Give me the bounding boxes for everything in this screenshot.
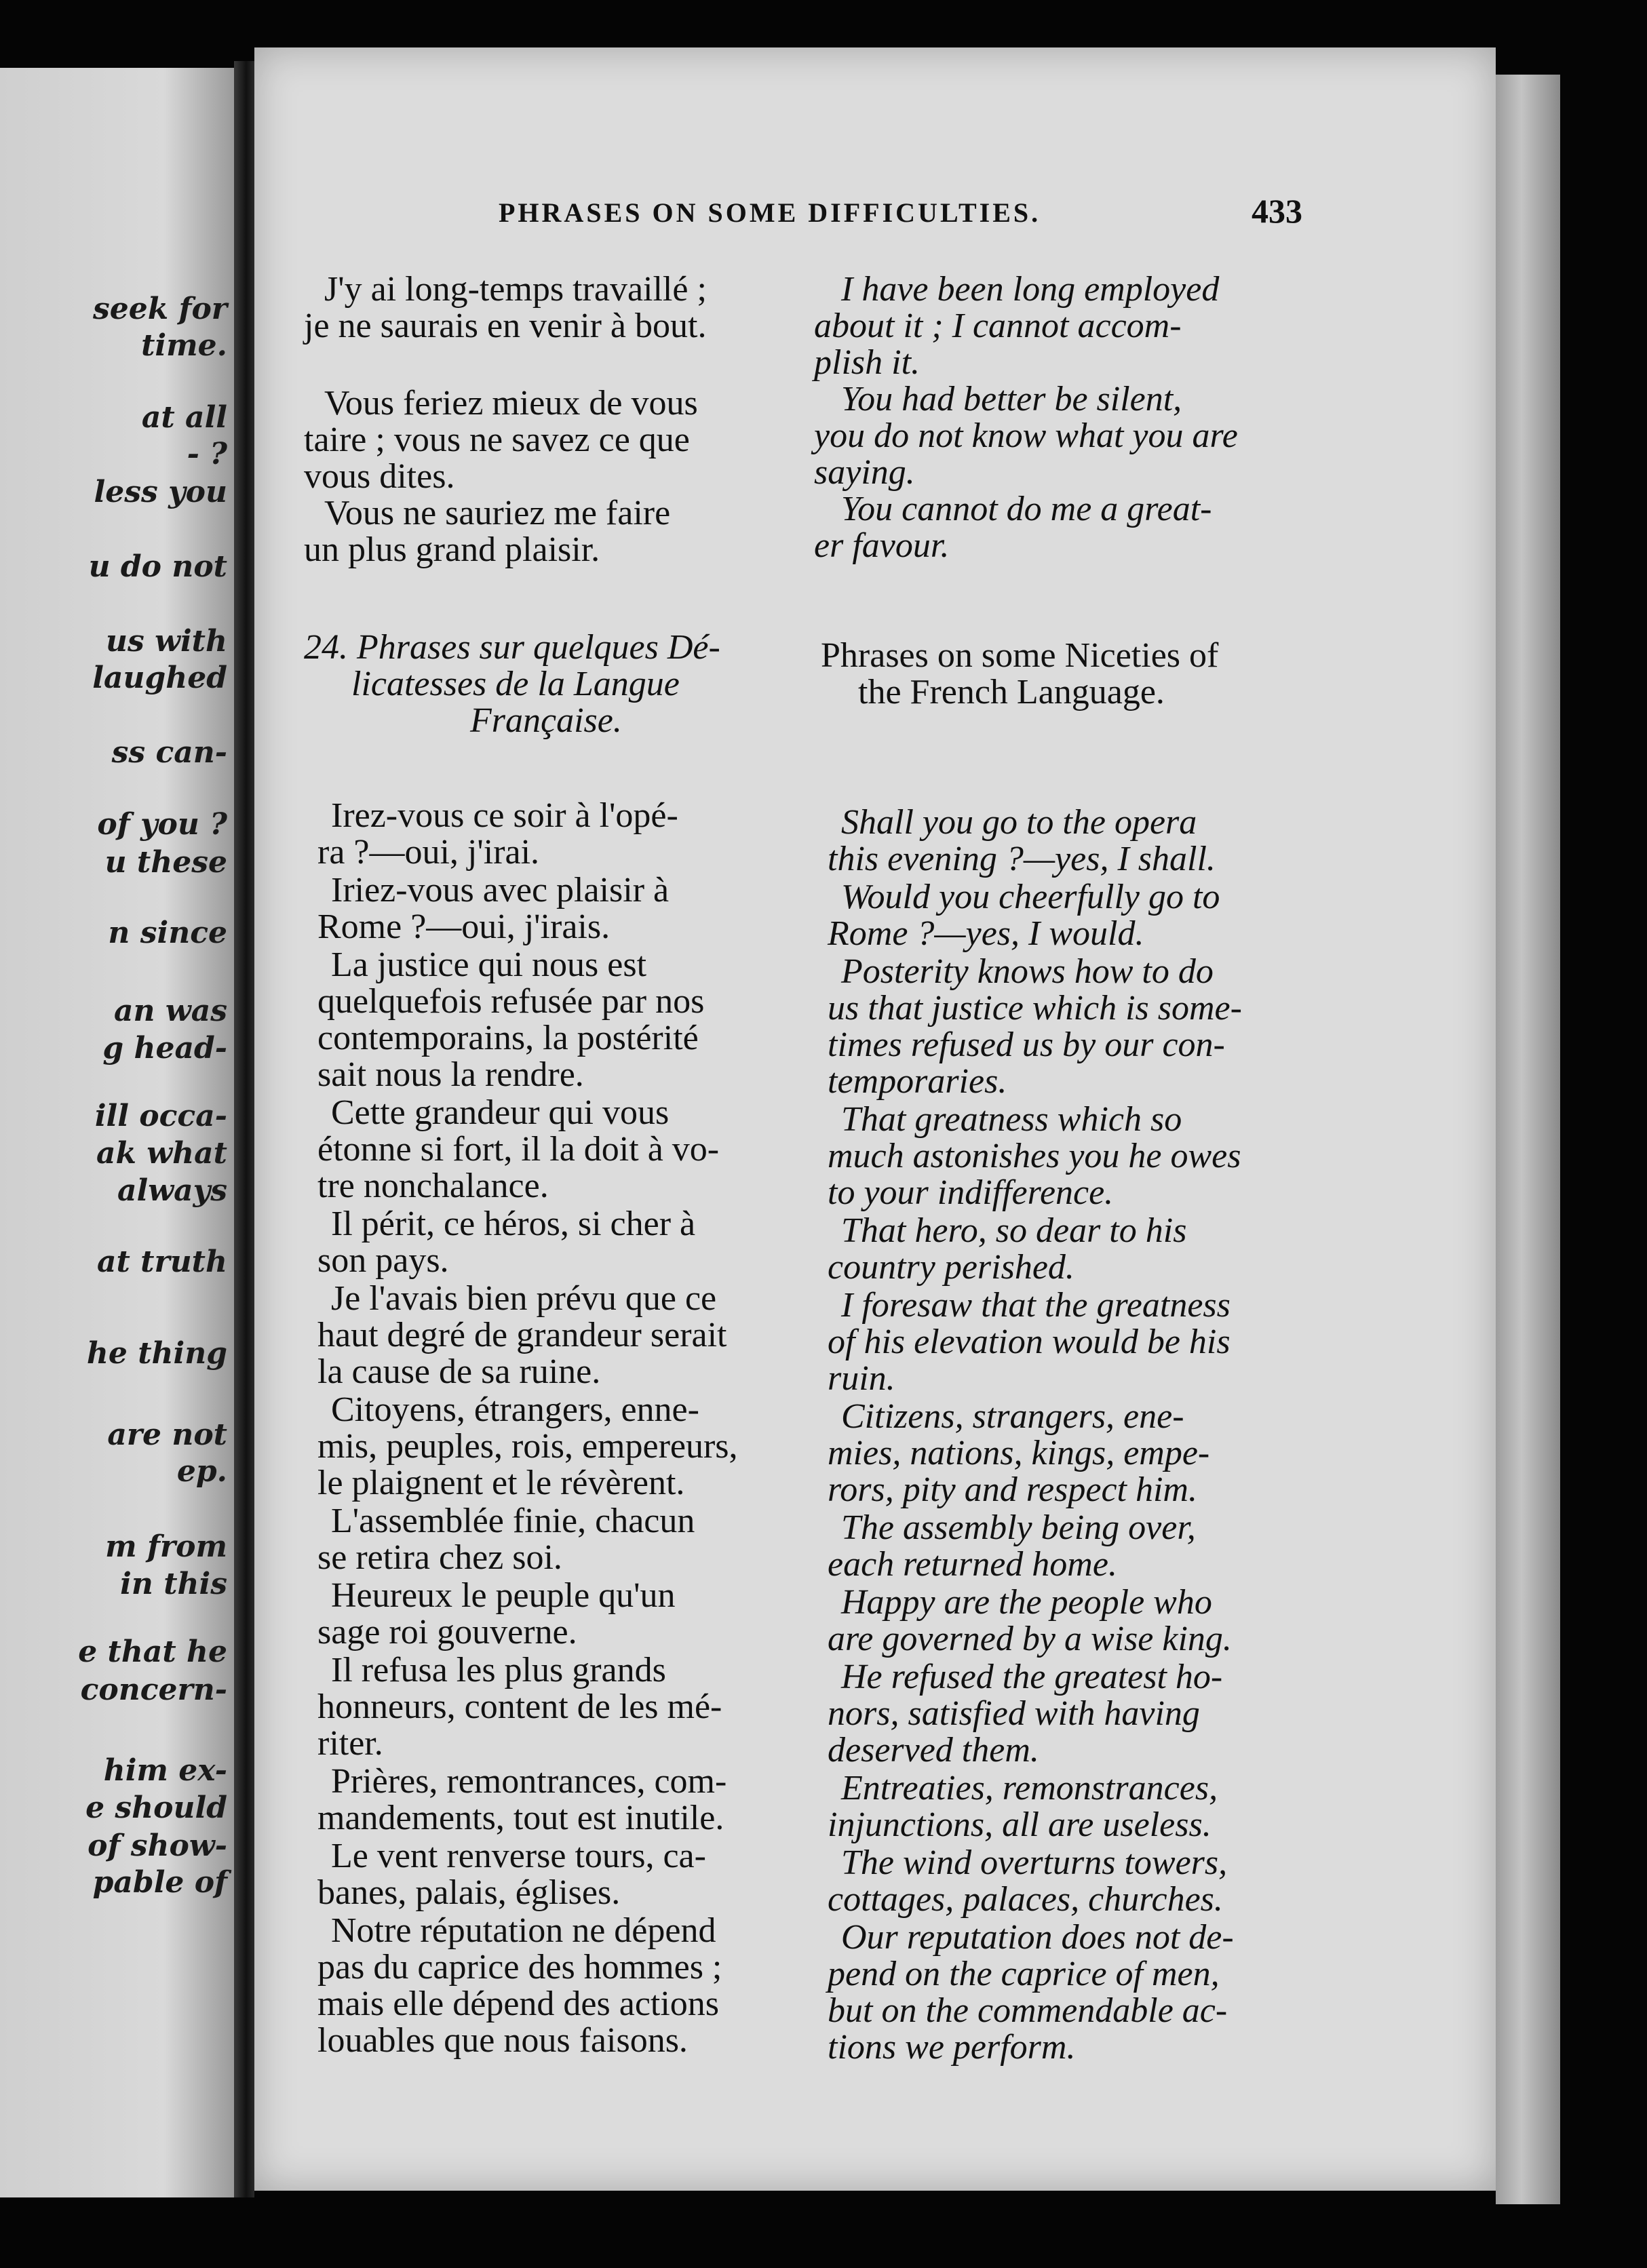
text-line: ruin. (828, 1359, 895, 1398)
text-line: of his elevation would be his (828, 1323, 1231, 1361)
text-line: rors, pity and respect him. (828, 1470, 1197, 1509)
text-line: You cannot do me a great- (841, 490, 1212, 528)
text-line: Irez-vous ce soir à l'opé- (331, 796, 678, 835)
text-line: Phrases on some Niceties of (821, 636, 1219, 675)
text-line: Would you cheerfully go to (841, 878, 1220, 916)
text-line: mais elle dépend des actions (317, 1984, 720, 2023)
text-line: Rome ?—oui, j'irais. (317, 907, 611, 946)
text-line: That hero, so dear to his (841, 1211, 1187, 1250)
text-line: Posterity knows how to do (841, 952, 1214, 991)
previous-page-text: ss can- (111, 735, 227, 770)
previous-page-text: laughed (92, 661, 227, 695)
text-line: pas du caprice des hommes ; (317, 1948, 722, 1987)
previous-page-text: u these (104, 845, 227, 880)
text-line: La justice qui nous est (331, 945, 647, 984)
text-line: times refused us by our con- (828, 1025, 1225, 1064)
previous-page-text: concern- (80, 1673, 227, 1707)
text-line: Il refusa les plus grands (331, 1651, 666, 1689)
text-line: Entreaties, remonstrances, (841, 1769, 1218, 1807)
text-line: each returned home. (828, 1545, 1117, 1584)
text-line: Cette grandeur qui vous (331, 1093, 670, 1132)
previous-page-text: he thing (86, 1336, 227, 1371)
text-line: Vous feriez mieux de vous (324, 384, 698, 423)
previous-page-text: g head- (102, 1031, 227, 1065)
text-line: Our reputation does not de- (841, 1918, 1234, 1957)
text-line: cottages, palaces, churches. (828, 1880, 1223, 1919)
text-line: er favour. (814, 526, 950, 565)
previous-page-text: less you (94, 475, 227, 509)
text-line: deserved them. (828, 1731, 1039, 1770)
text-line: J'y ai long-temps travaillé ; (324, 270, 707, 309)
previous-page-text: an was (114, 994, 227, 1028)
previous-page-text: at all (141, 400, 227, 435)
text-line: Le vent renverse tours, ca- (331, 1837, 706, 1875)
text-line: la cause de sa ruine. (317, 1352, 601, 1391)
text-line: Iriez-vous avec plaisir à (331, 871, 670, 910)
previous-page-text: m from (105, 1529, 227, 1564)
text-line: licatesses de la Langue (351, 665, 680, 703)
text-line: quelquefois refusée par nos (317, 982, 705, 1021)
text-line: I foresaw that the greatness (841, 1286, 1231, 1325)
previous-page-text: are not (107, 1418, 227, 1452)
text-line: plish it. (814, 343, 921, 382)
text-line: mis, peuples, rois, empereurs, (317, 1427, 738, 1466)
text-line: to your indifference. (828, 1173, 1114, 1212)
text-line: vous dites. (304, 457, 455, 496)
text-line: Happy are the people who (841, 1583, 1212, 1622)
text-line: He refused the greatest ho- (841, 1658, 1223, 1696)
previous-page-fragment (0, 68, 234, 2197)
text-line: Citizens, strangers, ene- (841, 1397, 1184, 1436)
previous-page-text: in this (120, 1567, 227, 1601)
previous-page-text: of show- (88, 1829, 227, 1863)
text-line: contemporains, la postérité (317, 1019, 699, 1057)
previous-page-text: us with (106, 624, 227, 659)
page-number: 433 (1252, 192, 1302, 230)
previous-page-text: ill occa- (94, 1099, 227, 1133)
text-line: this evening ?—yes, I shall. (828, 840, 1216, 878)
previous-page-text: e should (85, 1791, 227, 1825)
text-line: You had better be silent, (841, 380, 1182, 418)
text-line: Vous ne sauriez me faire (324, 494, 671, 532)
text-line: se retira chez soi. (317, 1538, 562, 1577)
text-line: pend on the caprice of men, (828, 1955, 1220, 1993)
previous-page-text: at truth (97, 1245, 227, 1279)
text-line: the French Language. (858, 673, 1165, 711)
text-line: temporaries. (828, 1062, 1007, 1101)
text-line: riter. (317, 1724, 383, 1763)
previous-page-text: seek for (92, 292, 227, 326)
text-line: taire ; vous ne savez ce que (304, 421, 690, 459)
text-line: un plus grand plaisir. (304, 530, 600, 569)
text-line: tre nonchalance. (317, 1167, 549, 1205)
text-line: Heureux le peuple qu'un (331, 1576, 676, 1615)
text-line: je ne saurais en venir à bout. (304, 307, 707, 345)
text-line: Rome ?—yes, I would. (828, 914, 1144, 953)
text-line: The assembly being over, (841, 1508, 1196, 1547)
text-line: us that justice which is some- (828, 989, 1242, 1028)
page-edge (1496, 75, 1560, 2204)
text-line: That greatness which so (841, 1100, 1182, 1139)
text-line: 24. Phrases sur quelques Dé- (304, 628, 720, 667)
text-line: Notre réputation ne dépend (331, 1911, 716, 1950)
text-line: ra ?—oui, j'irai. (317, 833, 540, 872)
text-line: but on the commendable ac- (828, 1991, 1228, 2030)
text-line: Je l'avais bien prévu que ce (331, 1279, 717, 1318)
text-line: country perished. (828, 1248, 1074, 1287)
text-line: Citoyens, étrangers, enne- (331, 1390, 699, 1429)
text-line: injunctions, all are useless. (828, 1805, 1212, 1844)
previous-page-text: ak what (96, 1136, 227, 1171)
book-gutter (234, 61, 254, 2197)
text-line: much astonishes you he owes (828, 1137, 1241, 1175)
text-line: sait nous la rendre. (317, 1055, 584, 1094)
text-line: mies, nations, kings, empe- (828, 1434, 1210, 1472)
previous-page-text: n since (108, 916, 227, 950)
text-line: mandements, tout est inutile. (317, 1799, 724, 1837)
previous-page-text: of you ? (97, 807, 227, 842)
text-line: haut degré de grandeur serait (317, 1316, 727, 1354)
text-line: étonne si fort, il la doit à vo- (317, 1130, 720, 1169)
previous-page-text: always (117, 1173, 227, 1208)
previous-page-text: ep. (176, 1454, 227, 1489)
text-line: are governed by a wise king. (828, 1620, 1232, 1658)
text-line: you do not know what you are (814, 416, 1238, 455)
running-head: PHRASES ON SOME DIFFICULTIES. (499, 197, 1041, 228)
previous-page-text: him ex- (103, 1753, 227, 1788)
previous-page-text: e that he (78, 1635, 227, 1669)
text-line: Prières, remontrances, com- (331, 1762, 727, 1801)
previous-page-text: - ? (187, 437, 227, 471)
previous-page-text: time. (141, 328, 227, 363)
text-line: banes, palais, églises. (317, 1873, 621, 1912)
text-line: about it ; I cannot accom- (814, 307, 1182, 345)
text-line: The wind overturns towers, (841, 1843, 1228, 1882)
text-line: L'assemblée finie, chacun (331, 1502, 695, 1540)
text-line: le plaignent et le révèrent. (317, 1464, 685, 1502)
page-header (499, 191, 1302, 232)
text-line: tions we perform. (828, 2028, 1076, 2067)
text-line: honneurs, content de les mé- (317, 1687, 722, 1726)
previous-page-text: u do not (88, 549, 227, 584)
text-line: sage roi gouverne. (317, 1613, 577, 1651)
text-line: saying. (814, 453, 915, 492)
text-line: son pays. (317, 1241, 449, 1280)
text-line: louables que nous faisons. (317, 2021, 688, 2060)
text-line: nors, satisfied with having (828, 1694, 1200, 1733)
text-line: Shall you go to the opera (841, 803, 1197, 842)
text-line: I have been long employed (841, 270, 1220, 309)
text-line: Française. (470, 701, 622, 740)
previous-page-text: pable of (92, 1865, 227, 1900)
text-line: Il périt, ce héros, si cher à (331, 1205, 696, 1243)
